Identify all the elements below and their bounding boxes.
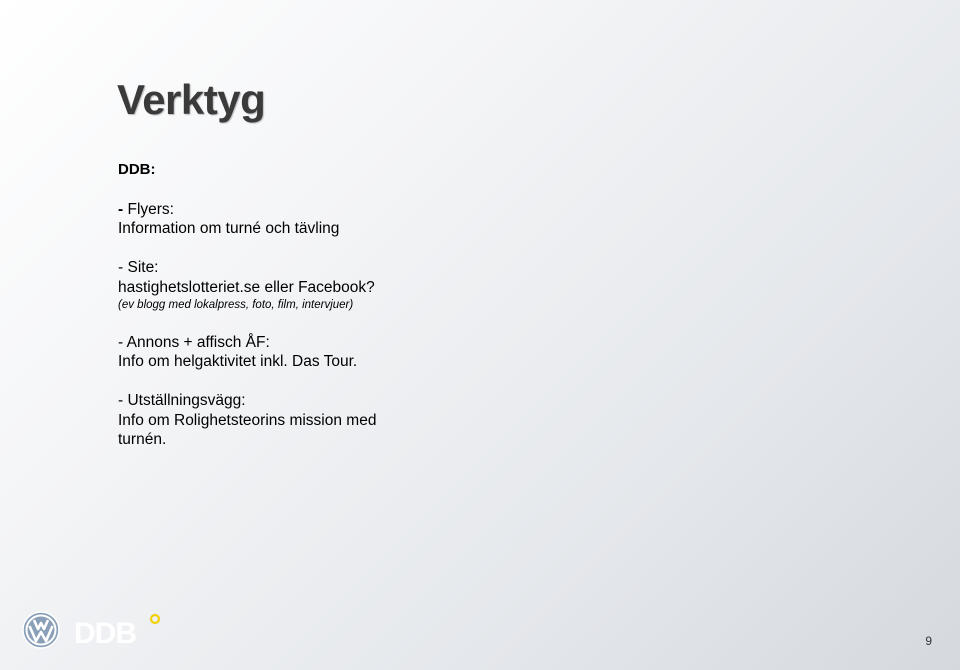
item-label-text: Flyers:: [123, 200, 174, 218]
item-label: [118, 391, 376, 411]
page-number: 9: [925, 634, 932, 648]
item-description: Info om helgaktivitet inkl. Das Tour.: [118, 353, 358, 370]
item-label: [118, 258, 376, 278]
item-dash: -: [118, 392, 124, 409]
item-description: hastighetslotteriet.se eller Facebook?: [118, 278, 375, 296]
item-description: Information om turné och tävling: [118, 220, 340, 237]
item-label-text: Annons + affisch ÅF:: [123, 333, 270, 351]
ddb-logo-icon: [74, 615, 159, 649]
item-description: turnén.: [118, 431, 167, 448]
list-item: [118, 333, 376, 372]
item-label-text: Utställningsvägg:: [123, 392, 246, 409]
list-item: [118, 391, 376, 450]
item-label: [118, 333, 376, 353]
footer-logos: [22, 611, 172, 649]
item-note: (ev blogg med lokalpress, foto, film, intervjuer): [118, 299, 354, 311]
item-description: Info om Rolighetsteorins mission med: [118, 411, 377, 429]
list-item: [118, 258, 376, 313]
ddb-logo-text: DDB: [74, 617, 136, 649]
slide-content: [118, 160, 376, 469]
footer-logo-group: [22, 611, 172, 649]
vw-logo-icon: [23, 612, 59, 648]
item-dash: -: [118, 333, 124, 351]
item-dash: -: [118, 259, 124, 276]
slide-title: Verktyg: [117, 76, 266, 123]
item-label: [118, 200, 376, 220]
item-dash: -: [118, 200, 124, 218]
agency-heading: DDB:: [118, 161, 156, 178]
item-label-text: Site:: [123, 259, 159, 276]
list-item: [118, 200, 376, 239]
